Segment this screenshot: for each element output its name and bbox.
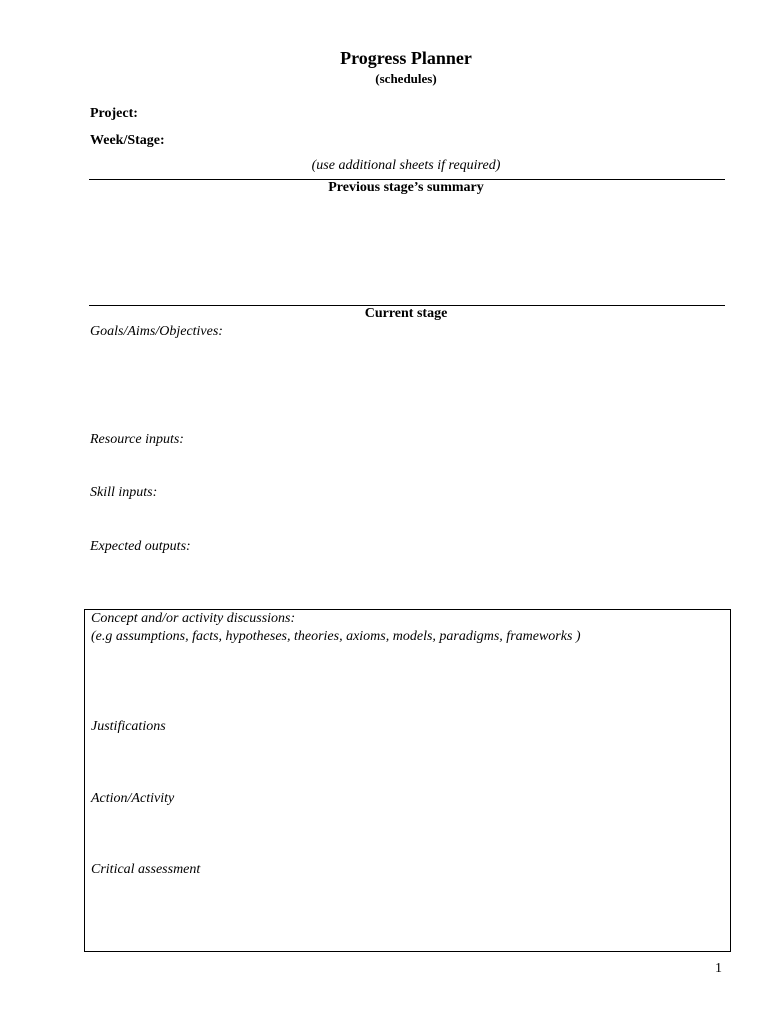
additional-sheets-note: (use additional sheets if required) — [311, 158, 501, 173]
week-stage-label: Week/Stage: — [90, 133, 165, 148]
action-activity-label: Action/Activity — [91, 791, 175, 806]
goals-label: Goals/Aims/Objectives: — [90, 324, 223, 339]
concept-discussions-label: Concept and/or activity discussions: — [91, 611, 296, 626]
page-subtitle: (schedules) — [375, 71, 437, 86]
project-label: Project: — [90, 106, 138, 121]
current-stage-heading: Current stage — [364, 306, 448, 321]
justifications-label: Justifications — [91, 719, 166, 734]
concept-examples-text: (e.g assumptions, facts, hypotheses, theories, axioms, models, paradigms, frameworks ) — [91, 629, 581, 644]
page-number: 1 — [715, 961, 722, 976]
resource-inputs-label: Resource inputs: — [90, 432, 184, 447]
expected-outputs-label: Expected outputs: — [90, 539, 191, 554]
critical-assessment-label: Critical assessment — [91, 862, 201, 877]
discussion-box — [84, 609, 731, 952]
previous-stage-heading: Previous stage’s summary — [328, 180, 484, 195]
skill-inputs-label: Skill inputs: — [90, 485, 158, 500]
page-title: Progress Planner — [340, 48, 472, 68]
